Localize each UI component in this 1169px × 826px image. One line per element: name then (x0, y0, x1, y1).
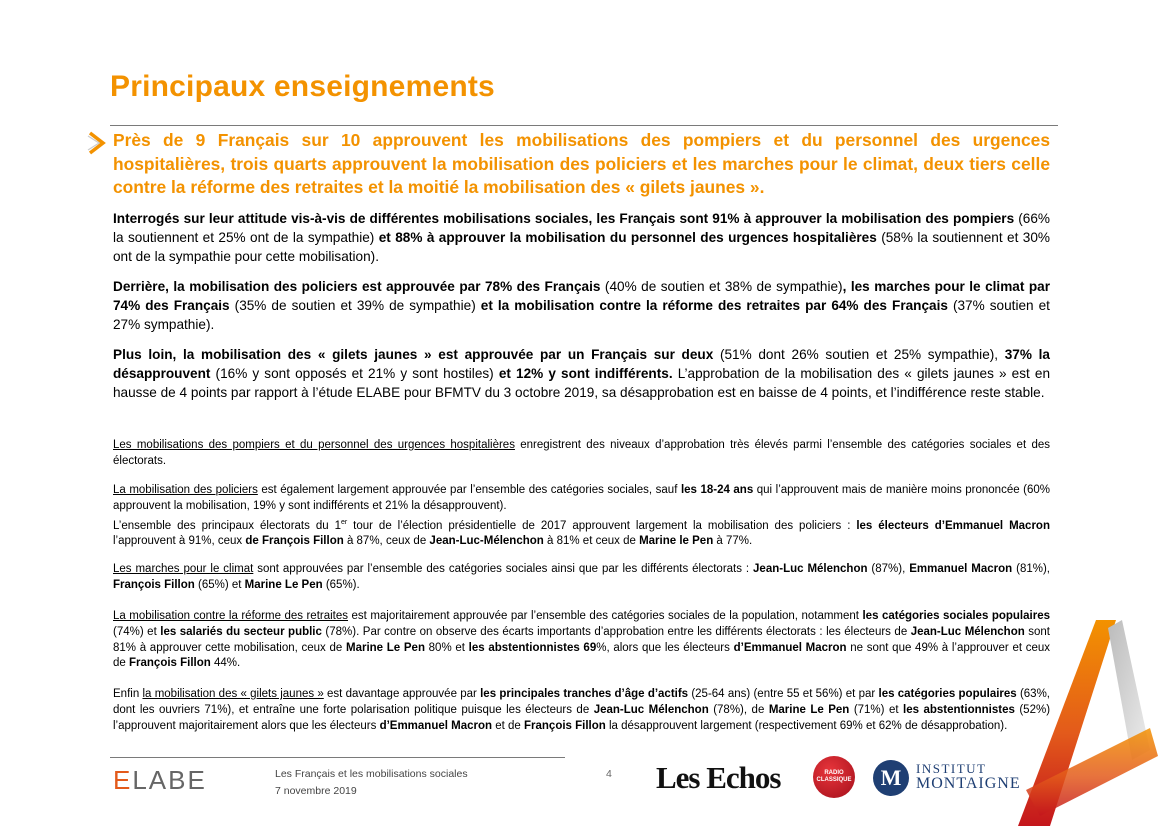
chevron-right-icon (86, 130, 108, 156)
paragraph-gilets-jaunes: Plus loin, la mobilisation des « gilets jaunes » est approuvée par un Français sur deux (51% dont 26% soutien et 25% sympathie), 37% la désapprouvent (16% y sont opposés et 21% y sont hostiles) et 12% y sont indifférents. L’approbation de la mobilisation des « gilets jaunes » est en hausse de 4 points par rapport à l’étude ELABE pour BFMTV du 3 octobre 2019, sa désapprobation est en baisse de 4 points, et l’indifférence reste stable. (113, 347, 1051, 400)
footer-divider (110, 757, 565, 758)
les-echos-logo: Les Echos (656, 760, 781, 795)
detail-marches-climat: Les marches pour le climat sont approuvées par l’ensemble des catégories sociales ainsi que par les différents électorats : Jean-Luc Mélenchon (87%), Emmanuel Macron (81%), François Fillon (65%) et Marine Le Pen (65%). (113, 563, 1050, 591)
radio-classique-logo: RADIO CLASSIQUE (813, 756, 855, 798)
detail-policiers: La mobilisation des policiers est également largement approuvée par l’ensemble des catégories sociales, sauf les 18-24 ans qui l’approuvent mais de manière moins prononcée (60% approuvent la mobilisation, 19% y sont indifférents et 21% la désapprouvent). L’ensemble des principaux électorats du 1er tour de l’élection présidentielle de 2017 approuvent largement la mobilisation des policiers : les électeurs d’Emmanuel Macron l’approuvent à 91%, ceux de François Fillon à 87%, ceux de Jean-Luc-Mélenchon à 81% et ceux de Marine le Pen à 77%. (113, 484, 1051, 548)
page-number: 4 (606, 768, 612, 780)
study-title: Les Français et les mobilisations sociales (275, 768, 468, 780)
institut-montaigne-mark-icon: M (873, 760, 909, 796)
paragraph-policiers-climat-retraites: Derrière, la mobilisation des policiers est approuvée par 78% des Français (40% de soutien et 38% de sympathie), les marches pour le climat par 74% des Français (35% de soutien et 39% de sympathie) et la mobilisation contre la réforme des retraites par 64% des Français (37% soutien et 27% sympathie). (113, 279, 1050, 332)
title-divider (110, 125, 1058, 126)
paragraph-pompiers-urgences: Interrogés sur leur attitude vis-à-vis de différentes mobilisations sociales, les Français sont 91% à approuver la mobilisation des pompiers (66% la soutiennent et 25% ont de la sympathie) et 88% à approuver la mobilisation du personnel des urgences hospitalières (58% la soutiennent et 30% ont de la sympathie pour cette mobilisation). (113, 211, 1050, 264)
detail-gilets-jaunes: Enfin la mobilisation des « gilets jaunes » est davantage approuvée par les principales tranches d’âge d’actifs (25-64 ans) (entre 55 et 56%) et par les catégories populaires (63%, dont les ouvriers 71%), et entraîne une forte polarisation politique puisque les électeurs de Jean-Luc Mélenchon (78%), de Marine Le Pen (71%) et les abstentionnistes (52%) l’approuvent majoritairement alors que les électeurs d’Emmanuel Macron et de François Fillon la désapprouvent largement (respectivement 69% et 62% de désapprobation). (113, 688, 1051, 732)
institut-montaigne-logo: INSTITUT MONTAIGNE (916, 761, 1021, 792)
page-title: Principaux enseignements (110, 70, 495, 103)
detail-reforme-retraites: La mobilisation contre la réforme des retraites est majoritairement approuvée par l’ensemble des catégories sociales de la population, notamment les catégories sociales populaires (74%) et les salariés du secteur public (78%). Par contre on observe des écarts importants d’approbation entre les différents électorats : les électeurs de Jean-Luc Mélenchon sont 81% à approuver cette mobilisation, ceux de Marine Le Pen 80% et les abstentionnistes 69%, alors que les électeurs d’Emmanuel Macron ne sont que 49% à l’approuver et ceux de François Fillon 44%. (113, 610, 1051, 670)
decorative-elabe-a-shape (990, 610, 1169, 826)
elabe-logo: ELABE (113, 765, 207, 795)
key-finding-headline: Près de 9 Français sur 10 approuvent les mobilisations des pompiers et du personnel des urgences hospitalières, trois quarts approuvent la mobilisation des policiers et les marches pour le climat, deux tiers celle contre la réforme des retraites et la moitié la mobilisation des « gilets jaunes ». (113, 130, 1050, 197)
study-date: 7 novembre 2019 (275, 785, 357, 797)
detail-pompiers-urgences: Les mobilisations des pompiers et du personnel des urgences hospitalières enregistrent des niveaux d’approbation très élevés parmi l’ensemble des catégories sociales et des électorats. (113, 439, 1051, 467)
study-info (275, 766, 468, 800)
